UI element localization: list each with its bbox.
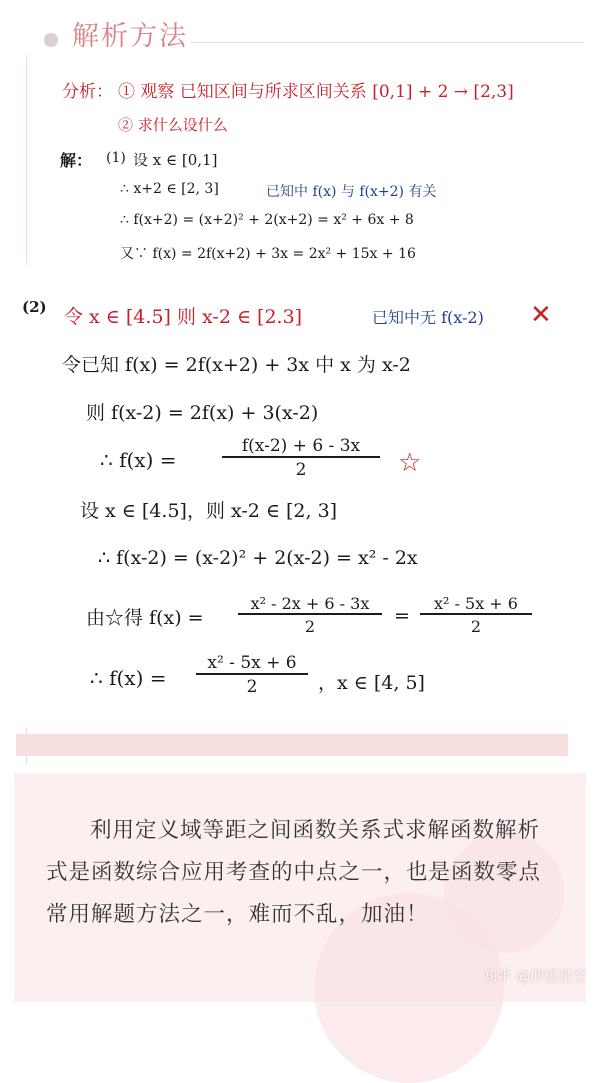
fraction-numerator: f(x-2) + 6 - 3x xyxy=(241,436,361,456)
part2-line-8-lhs: ∴ f(x) = xyxy=(90,666,167,690)
fraction-numerator: x² - 5x + 6 xyxy=(207,653,297,673)
part2-line-7-fraction-2 xyxy=(420,594,532,636)
part1-step-2: ∴ x+2 ∈ [2, 3] xyxy=(120,181,219,197)
section-title: 解析方法 xyxy=(72,21,188,52)
fraction-denominator: 2 xyxy=(196,673,308,697)
fraction-numerator: x² - 5x + 6 xyxy=(434,594,518,613)
part2-line-4-fraction xyxy=(222,436,380,480)
part2-line-2: 令已知 f(x) = 2f(x+2) + 3x 中 x 为 x-2 xyxy=(62,354,411,376)
part2-line-5: 设 x ∈ [4.5]，则 x-2 ∈ [2, 3] xyxy=(80,500,338,522)
part2-line-7-lhs: 由☆得 f(x) = xyxy=(86,607,204,629)
decorative-band xyxy=(16,734,568,756)
part2-line-8-domain: ，x ∈ [4, 5] xyxy=(318,672,425,694)
left-margin-rule xyxy=(26,55,27,265)
fraction-denominator: 2 xyxy=(222,456,380,480)
analysis-item-1: ① 观察 已知区间与所求区间关系 [0,1] + 2 → [2,3] xyxy=(118,82,514,102)
star-icon: ☆ xyxy=(398,448,422,478)
part2-line-1: 令 x ∈ [4.5] 则 x-2 ∈ [2.3] xyxy=(64,306,303,328)
header-divider xyxy=(190,42,584,43)
fraction-denominator: 2 xyxy=(238,613,382,636)
part2-number: (2) xyxy=(22,298,47,316)
part2-line-1-note: 已知中无 f(x-2) xyxy=(372,308,484,327)
analysis-item-2: ② 求什么设什么 xyxy=(118,116,228,134)
part1-step-2-note: 已知中 f(x) 与 f(x+2) 有关 xyxy=(266,184,437,200)
part1-step-4: 又∵ f(x) = 2f(x+2) + 3x = 2x² + 15x + 16 xyxy=(120,246,416,262)
cross-icon: ✕ xyxy=(530,300,552,330)
part1-step-3: ∴ f(x+2) = (x+2)² + 2(x+2) = x² + 6x + 8 xyxy=(120,212,414,228)
part2-line-6: ∴ f(x-2) = (x-2)² + 2(x-2) = x² - 2x xyxy=(98,547,418,569)
header-bullet-dot xyxy=(44,33,58,47)
fraction-numerator: x² - 2x + 6 - 3x xyxy=(250,594,370,613)
fraction-denominator: 2 xyxy=(420,613,532,636)
analysis-label: 分析： xyxy=(62,82,113,102)
part1-step-1: 设 x ∈ [0,1] xyxy=(133,151,218,169)
part2-line-3: 则 f(x-2) = 2f(x) + 3(x-2) xyxy=(86,402,319,424)
part1-number: (1) xyxy=(106,150,126,166)
part2-line-8-fraction xyxy=(196,653,308,697)
part2-line-7-equals: = xyxy=(394,605,410,627)
solution-label: 解： xyxy=(60,151,93,170)
part2-line-4-lhs: ∴ f(x) = xyxy=(100,448,177,472)
watermark: 知乎 @仰望星空 xyxy=(483,969,586,985)
summary-text: 利用定义域等距之间函数关系式求解函数解析式是函数综合应用考查的中点之一，也是函数零点常用解题方法之一，难而不乱，加油！ xyxy=(46,818,542,927)
part2-line-7-fraction-1 xyxy=(238,594,382,636)
